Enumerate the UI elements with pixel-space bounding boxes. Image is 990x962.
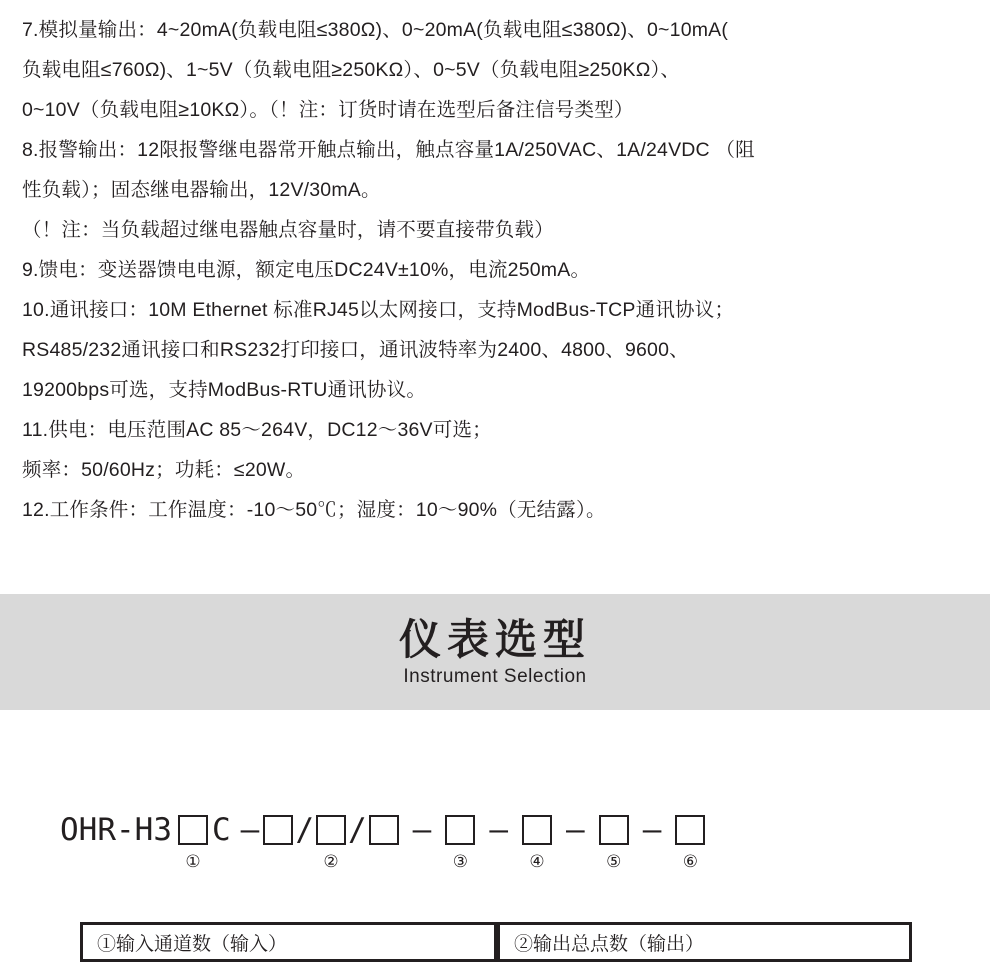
spec-line: 负载电阻≤760Ω)、1~5V（负载电阻≥250KΩ）、0~5V（负载电阻≥250KΩ）、 <box>22 59 681 81</box>
option-tables <box>80 922 912 962</box>
model-slot-2a <box>263 808 293 872</box>
model-slot-4 <box>522 808 552 872</box>
spec-line: 8.报警输出：12限报警继电器常开触点输出，触点容量1A/250VAC、1A/24VDC （阻 <box>22 139 755 161</box>
spec-line: 10.通讯接口：10M Ethernet 标准RJ45以太网接口，支持ModBus-TCP通讯协议； <box>22 299 735 321</box>
model-slot-box <box>675 815 705 845</box>
model-slot-box <box>178 815 208 845</box>
model-slot-2c <box>369 808 399 872</box>
model-slot-6 <box>675 808 705 872</box>
spec-line: 12.工作条件：工作温度：-10～50℃；湿度：10～90%（无结露）。 <box>22 499 606 521</box>
section-subtitle: Instrument Selection <box>403 665 587 687</box>
section-header-band <box>0 594 990 710</box>
model-dash: — <box>566 812 585 848</box>
model-slot-box <box>263 815 293 845</box>
option-table-input-header: ①输入通道数（输入） <box>97 934 288 955</box>
model-prefix: OHR-H3 <box>60 812 172 848</box>
model-dash: — <box>412 812 432 848</box>
model-dash: — <box>489 812 509 848</box>
model-slot-5 <box>599 808 629 872</box>
spec-line: 19200bps可选，支持ModBus-RTU通讯协议。 <box>22 379 427 401</box>
model-slot-box <box>445 815 475 845</box>
model-slot-box <box>599 815 629 845</box>
model-slot-marker: ① <box>185 852 201 872</box>
spec-line: RS485/232通讯接口和RS232打印接口，通讯波特率为2400、4800、9600、 <box>22 339 689 361</box>
model-slot-2b <box>316 808 346 872</box>
model-selection-area <box>0 710 990 955</box>
model-slot-box <box>369 815 399 845</box>
model-slot-marker: ⑤ <box>606 852 622 872</box>
spec-line: 0~10V（负载电阻≥10KΩ）。（！注：订货时请在选型后备注信号类型） <box>22 99 634 121</box>
model-slot-1 <box>178 808 208 872</box>
model-slot-marker: ③ <box>452 852 468 872</box>
spec-line: 7.模拟量输出：4~20mA(负载电阻≤380Ω)、0~20mA(负载电阻≤380Ω)、0~10mA( <box>22 19 729 41</box>
model-slot-marker: ⑥ <box>682 852 698 872</box>
option-table-output-header: ②输出总点数（输出） <box>514 934 705 955</box>
section-title: 仪表选型 <box>398 615 591 663</box>
model-code-row <box>60 808 705 872</box>
spec-line: 9.馈电：变送器馈电电源，额定电压DC24V±10%，电流250mA。 <box>22 259 591 281</box>
model-slot-3 <box>445 808 475 872</box>
model-slot-marker: ④ <box>529 852 545 872</box>
model-slot-box <box>522 815 552 845</box>
model-slash: / <box>348 812 367 848</box>
option-table-output <box>497 922 912 962</box>
model-slot-box <box>316 815 346 845</box>
option-table-input <box>80 922 497 962</box>
model-c-label: C <box>211 812 231 848</box>
model-slot-marker: ② <box>323 852 339 872</box>
model-slash: / <box>295 812 314 848</box>
spec-line: 频率：50/60Hz；功耗：≤20W。 <box>22 459 306 481</box>
spec-line: （！注：当负载超过继电器触点容量时，请不要直接带负载） <box>22 219 554 241</box>
model-dash: — <box>642 812 662 848</box>
spec-line: 性负载）；固态继电器输出，12V/30mA。 <box>22 179 381 201</box>
spec-line: 11.供电：电压范围AC 85～264V，DC12～36V可选； <box>22 419 492 441</box>
model-dash: — <box>240 812 260 848</box>
